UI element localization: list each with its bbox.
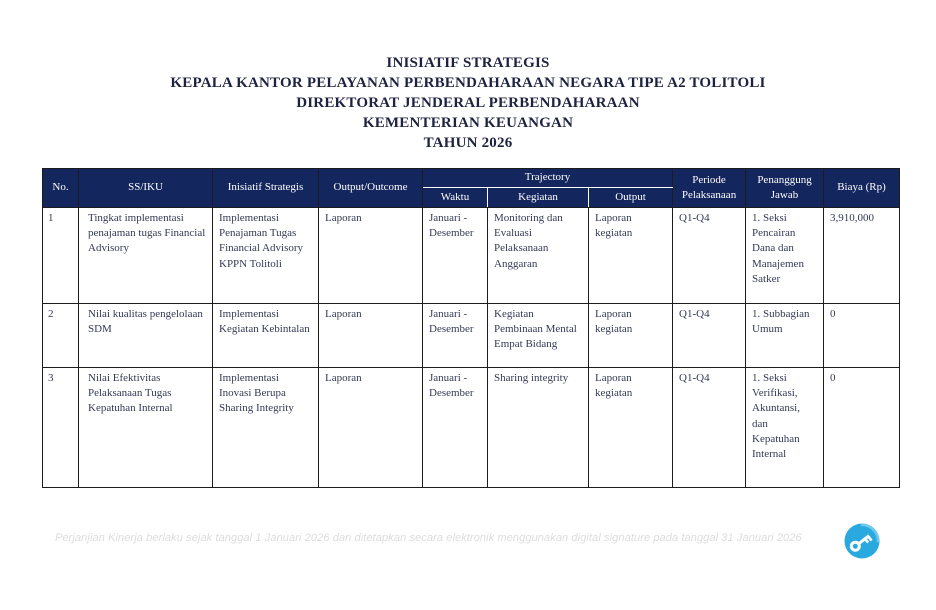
cell-biaya: 0 [824,368,900,488]
cell-output: Laporan kegiatan [589,208,673,304]
col-header-no: No. [43,169,79,208]
cell-biaya: 3,910,000 [824,208,900,304]
cell-kegiatan: Sharing integrity [488,368,589,488]
col-header-trajectory: Trajectory [423,169,673,188]
cell-penanggung: 1. Subbagian Umum [746,304,824,368]
cell-ss-iku: Nilai kualitas pengelolaan SDM [79,304,213,368]
cell-waktu: Januari - Desember [423,368,488,488]
cell-penanggung: 1. Seksi Pencairan Dana dan Manajemen Satker [746,208,824,304]
strategic-initiatives-table [42,168,900,488]
col-header-kegiatan: Kegiatan [488,188,589,208]
cell-output: Laporan kegiatan [589,368,673,488]
cell-periode: Q1-Q4 [673,304,746,368]
cell-biaya: 0 [824,304,900,368]
cell-periode: Q1-Q4 [673,368,746,488]
cell-inisiatif: Implementasi Penajaman Tugas Financial Advisory KPPN Tolitoli [213,208,319,304]
title-line-4: KEMENTERIAN KEUANGAN [362,115,574,131]
table-row [43,208,900,304]
cell-ss-iku: Nilai Efektivitas Pelaksanaan Tugas Kepatuhan Internal [79,368,213,488]
digital-signature-key-icon [843,522,881,560]
cell-inisiatif: Implementasi Inovasi Berupa Sharing Integrity [213,368,319,488]
cell-no: 1 [43,208,79,304]
col-header-periode-pelaksanaan: Periode Pelaksanaan [673,169,746,208]
cell-periode: Q1-Q4 [673,208,746,304]
cell-inisiatif: Implementasi Kegiatan Kebintalan [213,304,319,368]
cell-penanggung: 1. Seksi Verifikasi, Akuntansi, dan Kepatuhan Internal [746,368,824,488]
col-header-ss-iku: SS/IKU [79,169,213,208]
title-line-2: KEPALA KANTOR PELAYANAN PERBENDAHARAAN NEGARA TIPE A2 TOLITOLI [170,75,766,91]
cell-waktu: Januari - Desember [423,208,488,304]
cell-no: 3 [43,368,79,488]
cell-no: 2 [43,304,79,368]
cell-output-outcome: Laporan [319,368,423,488]
title-line-1: INISIATIF STRATEGIS [386,55,550,71]
col-header-biaya: Biaya (Rp) [824,169,900,208]
cell-output-outcome: Laporan [319,208,423,304]
cell-output: Laporan kegiatan [589,304,673,368]
cell-waktu: Januari - Desember [423,304,488,368]
table-row [43,304,900,368]
signature-note: Perjanjian Kinerja berlaku sejak tanggal 1 Januari 2026 dan ditetapkan secara elektronik menggunakan digital signature pada tanggal 31 Januari 2026 [55,532,802,544]
col-header-penanggung-jawab: Penanggung Jawab [746,169,824,208]
cell-kegiatan: Monitoring dan Evaluasi Pelaksanaan Anggaran [488,208,589,304]
cell-ss-iku: Tingkat implementasi penajaman tugas Financial Advisory [79,208,213,304]
col-header-waktu: Waktu [423,188,488,208]
cell-kegiatan: Kegiatan Pembinaan Mental Empat Bidang [488,304,589,368]
title-line-3: DIREKTORAT JENDERAL PERBENDAHARAAN [296,95,640,111]
table-row [43,368,900,488]
title-line-5: TAHUN 2026 [423,135,513,151]
cell-output-outcome: Laporan [319,304,423,368]
col-header-output: Output [589,188,673,208]
col-header-output-outcome: Output/Outcome [319,169,423,208]
document-title [0,53,936,153]
col-header-inisiatif-strategis: Inisiatif Strategis [213,169,319,208]
